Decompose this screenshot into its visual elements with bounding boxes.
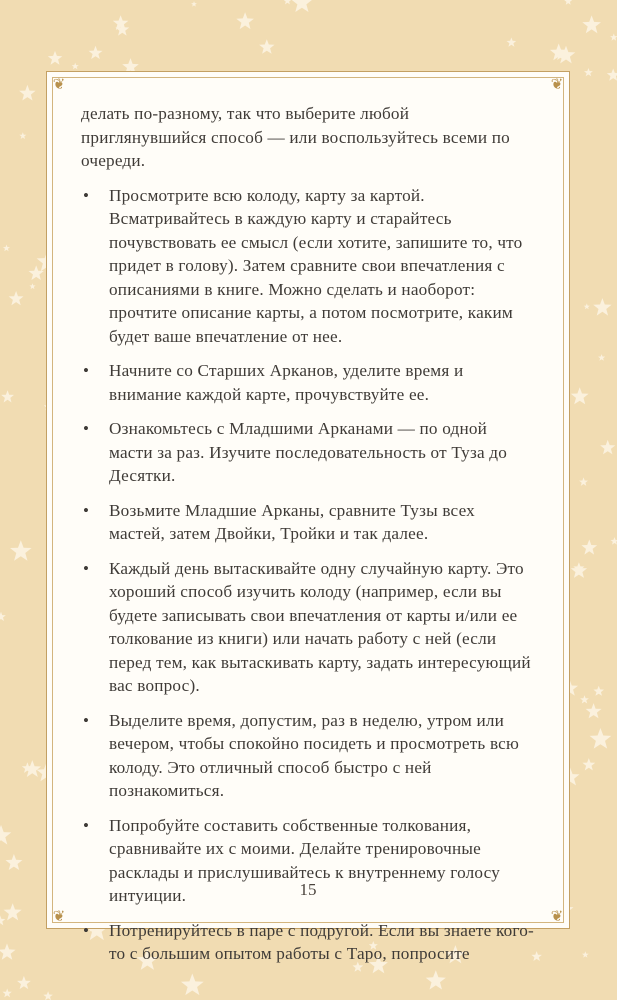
star-icon — [607, 69, 617, 81]
star-icon — [10, 540, 32, 561]
star-icon — [29, 283, 35, 289]
corner-ornament-icon: ❦ — [550, 75, 564, 93]
star-icon — [29, 265, 44, 280]
star-icon — [17, 976, 31, 989]
star-icon — [0, 944, 16, 960]
page-number: 15 — [299, 880, 317, 899]
page-frame — [46, 71, 570, 963]
star-icon — [6, 854, 23, 870]
star-icon — [580, 695, 589, 703]
list-item: • Просмотрите всю колоду, карту за картой. Всматривайтесь в каждую карту и старайтесь почувствовать ее смысл (если хотите, запишите то, что придет в голову). Затем сравните свои впечатления с описаниями в книге. Можно сделать и наоборот: прочтите описание карты, а потом посмотрите, каким будет ваше впечатление от нее. — [81, 184, 535, 349]
star-icon — [4, 903, 22, 920]
star-icon — [593, 298, 611, 316]
tips-list — [81, 184, 535, 966]
star-icon — [582, 15, 601, 33]
star-icon — [582, 951, 589, 957]
star-icon — [19, 85, 35, 101]
star-icon — [291, 0, 312, 12]
star-icon — [259, 39, 274, 54]
star-icon — [564, 0, 572, 5]
star-icon — [598, 354, 605, 361]
star-icon — [582, 758, 595, 770]
star-icon — [507, 38, 517, 47]
star-icon — [191, 1, 197, 7]
star-icon — [584, 303, 590, 309]
list-item: • Ознакомьтесь с Младшими Арканами — по одной масти за раз. Изучите последовательность от Туза до Десятки. — [81, 417, 535, 488]
star-icon — [284, 0, 292, 4]
corner-ornament-icon: ❦ — [52, 75, 66, 93]
star-icon — [610, 34, 617, 41]
page-text — [81, 102, 535, 966]
star-icon — [579, 477, 588, 486]
star-icon — [586, 703, 602, 718]
star-icon — [571, 562, 587, 578]
star-icon — [43, 991, 53, 1000]
star-icon — [590, 728, 612, 749]
star-icon — [593, 686, 604, 696]
list-item: • Возьмите Младшие Арканы, сравните Тузы всех мастей, затем Двойки, Тройки и так далее. — [81, 499, 535, 546]
star-icon — [19, 132, 26, 139]
star-icon — [0, 612, 6, 621]
star-icon — [181, 974, 204, 996]
list-item: • Попробуйте составить собственные толкования, сравнивайте их с моими. Делайте тренировочные расклады и прислушивайтесь к внутреннему голосу интуиции. — [81, 814, 535, 908]
star-icon — [571, 387, 589, 404]
star-icon — [48, 51, 63, 65]
corner-ornament-icon: ❦ — [52, 907, 66, 925]
list-item: • Начните со Старших Арканов, уделите время и внимание каждой карте, прочувствуйте ее. — [81, 359, 535, 406]
list-item: • Потренируйтесь в паре с подругой. Если вы знаете кого-то с большим опытом работы с Таро, попросите — [81, 919, 535, 966]
star-icon — [236, 12, 254, 29]
star-icon — [72, 63, 79, 70]
star-icon — [0, 915, 5, 925]
intro-paragraph: делать по-разному, так что выберите любой приглянувшийся способ — или воспользуйтесь всеми по очереди. — [81, 104, 510, 170]
star-icon — [1, 390, 14, 402]
star-icon — [89, 46, 103, 59]
list-item: • Выделите время, допустим, раз в неделю, утром или вечером, чтобы спокойно посидеть и просмотреть всю колоду. Это отличный способ быстро с ней познакомиться. — [81, 709, 535, 803]
star-icon — [9, 291, 24, 305]
star-icon — [426, 970, 446, 989]
star-icon — [611, 537, 617, 545]
star-icon — [3, 245, 10, 252]
star-icon — [581, 540, 597, 555]
star-icon — [0, 825, 11, 845]
star-icon — [3, 989, 12, 998]
corner-ornament-icon: ❦ — [550, 907, 564, 925]
star-icon — [600, 440, 615, 454]
star-icon — [584, 68, 593, 76]
list-item: • Каждый день вытаскивайте одну случайную карту. Это хороший способ изучить колоду (например, если вы будете записывать свои впечатления от карты и/или ее толкование из книги) или начать работу с ней (если перед тем, как вытаскивать карту, задать интересующий вас вопрос). — [81, 557, 535, 698]
